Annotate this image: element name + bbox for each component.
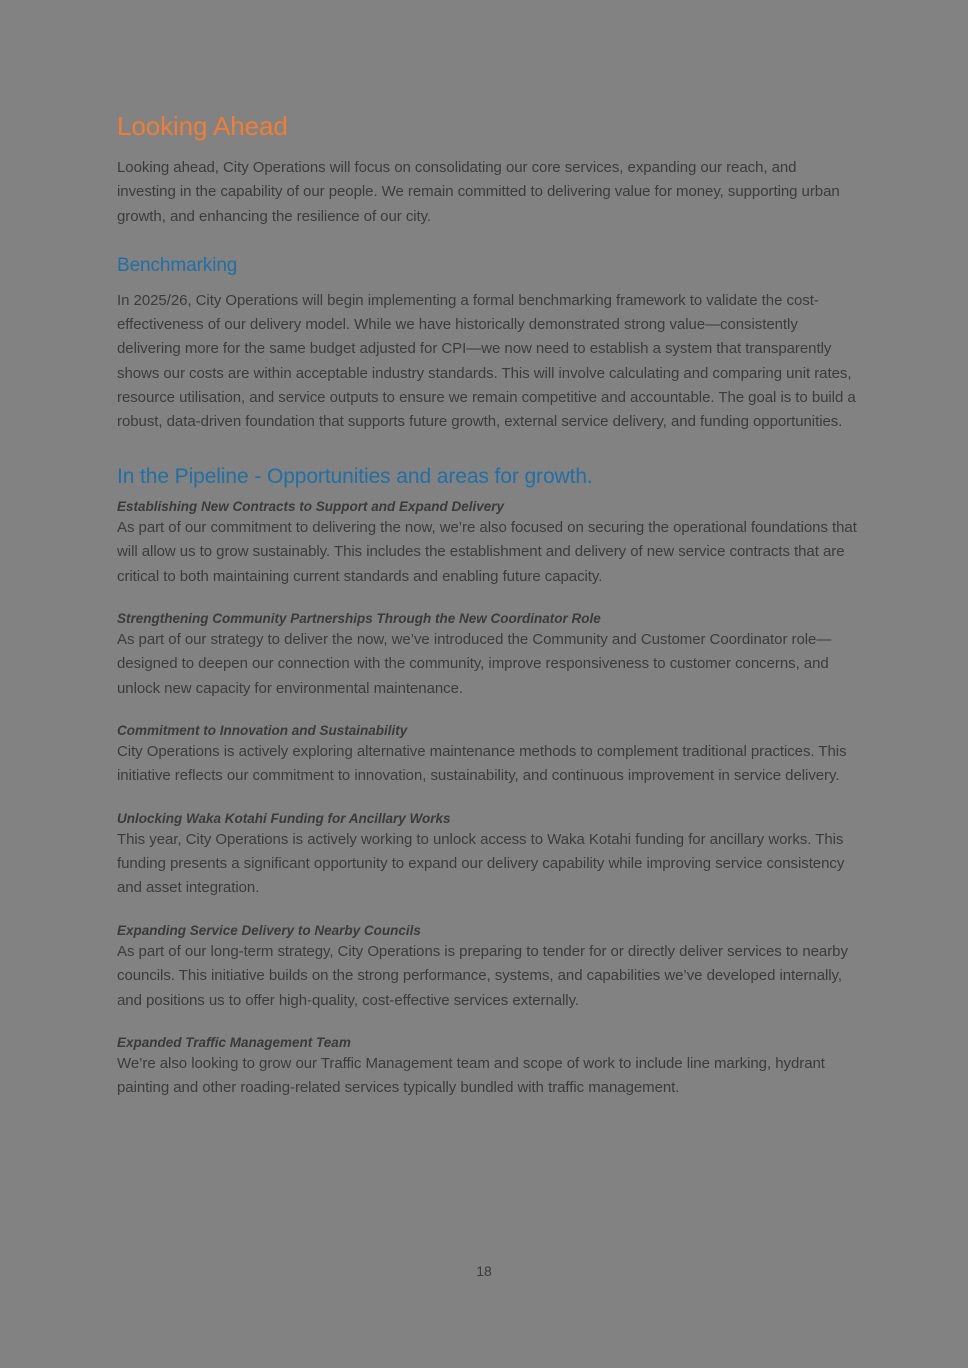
pipeline-item-title: Establishing New Contracts to Support and Expand Delivery [117, 498, 505, 514]
page-number: 18 [476, 1263, 492, 1279]
pipeline-item [117, 611, 857, 701]
pipeline-item-body: City Operations is actively exploring alternative maintenance methods to complement traditional practices. This initiative reflects our commitment to innovation, sustainability, and continuous improvement in service delivery. [117, 743, 847, 785]
pipeline-item-title: Expanded Traffic Management Team [117, 1034, 351, 1050]
section-pipeline [117, 465, 857, 1101]
pipeline-item-title: Commitment to Innovation and Sustainability [117, 722, 408, 738]
pipeline-item [117, 923, 857, 1013]
pipeline-item-body: As part of our commitment to delivering the now, we’re also focused on securing the operational foundations that will allow us to grow sustainably. This includes the establishment and delivery of new service contracts that are critical to both maintaining current standards and enabling future capacity. [117, 518, 857, 585]
pipeline-item [117, 499, 857, 589]
section-benchmarking [117, 255, 857, 435]
page-content [117, 112, 857, 1101]
pipeline-item-title: Strengthening Community Partnerships Through the New Coordinator Role [117, 610, 601, 626]
pipeline-item-body: We’re also looking to grow our Traffic Management team and scope of work to include line marking, hydrant painting and other roading-related services typically bundled with traffic management. [117, 1055, 825, 1097]
heading-benchmarking: Benchmarking [117, 255, 238, 276]
pipeline-item-body: As part of our strategy to deliver the now, we’ve introduced the Community and Customer Coordinator role—designed to deepen our connection with the community, improve responsiveness to customer concerns, and unlock new capacity for environmental maintenance. [117, 631, 832, 697]
paragraph-benchmarking: In 2025/26, City Operations will begin implementing a formal benchmarking framework to validate the cost-effectiveness of our delivery model. While we have historically demonstrated strong value—consistently delivering more for the same budget adjusted for CPI—we now need to establish a system that transparently shows our costs are within acceptable industry standards. This will involve calculating and comparing unit rates, resource utilisation, and service outputs to ensure we remain competitive and accountable. The goal is to build a robust, data-driven foundation that supports future growth, external service delivery, and funding opportunities. [117, 291, 856, 431]
heading-looking-ahead: Looking Ahead [117, 111, 288, 141]
pipeline-item-title: Expanding Service Delivery to Nearby Councils [117, 922, 421, 938]
pipeline-item [117, 1035, 857, 1101]
pipeline-item-body: This year, City Operations is actively working to unlock access to Waka Kotahi funding for ancillary works. This funding presents a significant opportunity to expand our delivery capability while improving service consistency and asset integration. [117, 830, 845, 897]
heading-in-the-pipeline: In the Pipeline - Opportunities and areas for growth. [117, 464, 593, 488]
pipeline-item [117, 811, 857, 901]
section-looking-ahead [117, 112, 857, 229]
pipeline-item [117, 723, 857, 789]
pipeline-item-title: Unlocking Waka Kotahi Funding for Ancillary Works [117, 810, 451, 826]
paragraph-looking-ahead: Looking ahead, City Operations will focus on consolidating our core services, expanding our reach, and investing in the capability of our people. We remain committed to delivering value for money, supporting urban growth, and enhancing the resilience of our city. [117, 159, 840, 225]
pipeline-item-body: As part of our long-term strategy, City Operations is preparing to tender for or directly deliver services to nearby councils. This initiative builds on the strong performance, systems, and capabilities we’ve developed internally, and positions us to offer high-quality, cost-effective services externally. [117, 942, 848, 1009]
